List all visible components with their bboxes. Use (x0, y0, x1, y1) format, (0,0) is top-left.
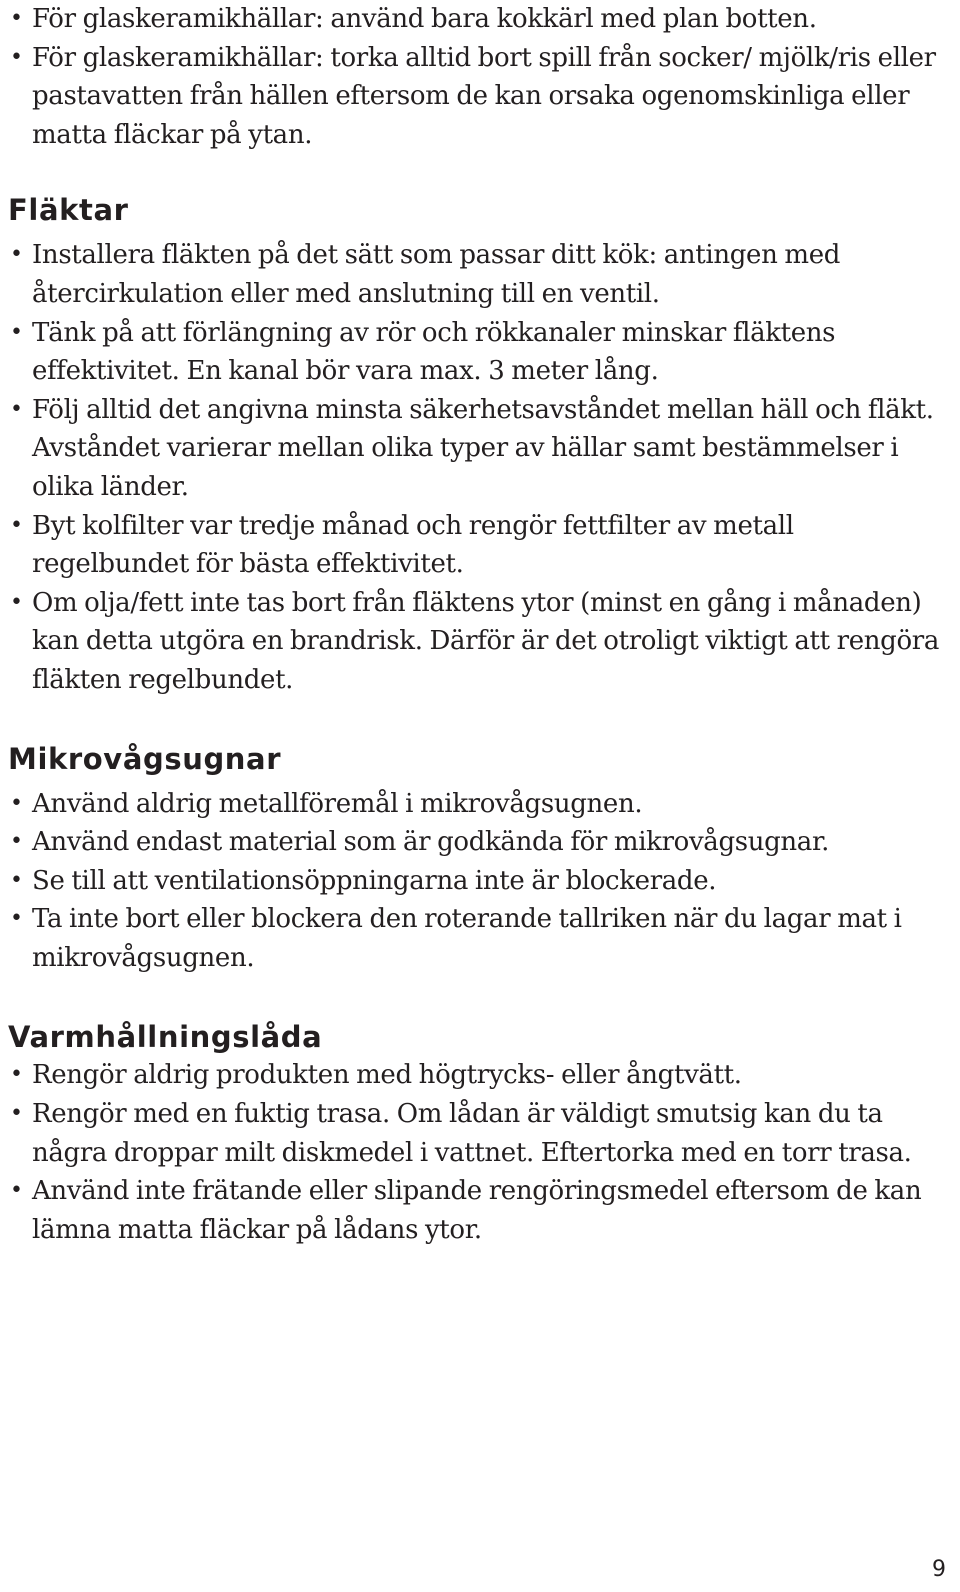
list-item (8, 785, 952, 824)
list-item (8, 862, 952, 901)
bullet-icon: • (10, 242, 23, 268)
intro-list (8, 0, 952, 154)
list-item-text: Rengör aldrig produkten med högtrycks- eller ångtvätt. (32, 1060, 742, 1091)
bullet-icon: • (10, 512, 23, 538)
list-item-text: För glaskeramikhällar: torka alltid bort spill från socker/ mjölk/ris eller pastavatten från hällen eftersom de kan orsaka ogenomskinliga eller matta fläckar på ytan. (32, 42, 936, 150)
section-heading-fans: Fläktar (8, 193, 129, 228)
document-body (8, 0, 952, 1249)
list-item (8, 1172, 952, 1249)
list-item (8, 391, 952, 507)
bullet-icon: • (10, 6, 23, 31)
list-item (8, 236, 952, 313)
list-item (8, 0, 952, 39)
microwaves-list (8, 785, 952, 978)
list-item (8, 1095, 952, 1172)
warming-drawer-list (8, 1056, 952, 1249)
fans-list (8, 236, 952, 699)
list-item (8, 900, 952, 977)
list-item-text: Rengör med en fuktig trasa. Om lådan är väldigt smutsig kan du ta några droppar milt diskmedel i vattnet. Eftertorka med en torr trasa. (32, 1099, 912, 1168)
bullet-icon: • (10, 44, 23, 70)
list-item-text: För glaskeramikhällar: använd bara kokkärl med plan botten. (32, 4, 817, 34)
list-item (8, 314, 952, 391)
list-item-text: Använd endast material som är godkända för mikrovågsugnar. (32, 827, 830, 858)
bullet-icon: • (10, 790, 23, 816)
list-item (8, 823, 952, 862)
list-item-text: Använd inte frätande eller slipande rengöringsmedel eftersom de kan lämna matta fläckar på lådans ytor. (32, 1176, 922, 1245)
section-heading-microwaves: Mikrovågsugnar (8, 741, 282, 776)
list-item (8, 584, 952, 700)
list-item-text: Se till att ventilationsöppningarna inte är blockerade. (32, 865, 717, 896)
bullet-icon: • (10, 867, 23, 893)
list-item-text: Använd aldrig metallföremål i mikrovågsugnen. (32, 788, 643, 819)
bullet-icon: • (10, 319, 23, 345)
list-item (8, 507, 952, 584)
section-heading-warming-drawer: Varmhållningslåda (8, 1020, 323, 1055)
bullet-icon: • (10, 589, 23, 615)
list-item-text: Byt kolfilter var tredje månad och rengör fettfilter av metall regelbundet för bästa effektivitet. (32, 510, 794, 580)
bullet-icon: • (10, 906, 23, 932)
bullet-icon: • (10, 1178, 23, 1204)
bullet-icon: • (10, 829, 23, 855)
list-item-text: Tänk på att förlängning av rör och rökkanaler minskar fläktens effektivitet. En kanal bör vara max. 3 meter lång. (32, 317, 836, 387)
page-number: 9 (932, 1557, 946, 1582)
list-item-text: Ta inte bort eller blockera den roterande tallriken när du lagar mat i mikrovågsugnen. (32, 904, 902, 973)
list-item-text: Följ alltid det angivna minsta säkerhetsavståndet mellan häll och fläkt. Avståndet varierar mellan olika typer av hällar samt bestämmelser i olika länder. (32, 394, 934, 502)
bullet-icon: • (10, 1062, 23, 1088)
bullet-icon: • (10, 396, 23, 422)
list-item (8, 1056, 952, 1095)
list-item-text: Installera fläkten på det sätt som passar ditt kök: antingen med återcirkulation eller med anslutning till en ventil. (32, 240, 841, 309)
list-item (8, 39, 952, 155)
list-item-text: Om olja/fett inte tas bort från fläktens ytor (minst en gång i månaden) kan detta utgöra en brandrisk. Därför är det otroligt viktigt att rengöra fläkten regelbundet. (32, 587, 940, 695)
bullet-icon: • (10, 1101, 23, 1127)
